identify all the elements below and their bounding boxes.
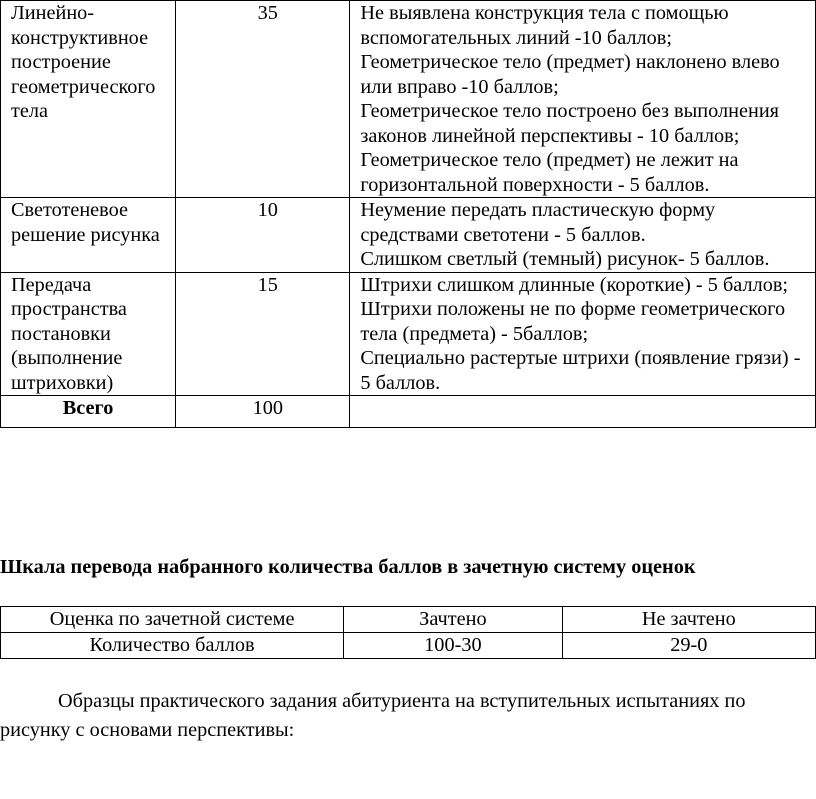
deduction-line: Геометрическое тело (предмет) не лежит на горизонтальной поверхности - 5 баллов. <box>360 149 739 196</box>
table-row <box>1 198 816 273</box>
value-cell: 29-0 <box>562 633 815 659</box>
deductions-cell <box>350 198 816 273</box>
header-cell: Не зачтено <box>562 607 815 633</box>
total-label: Всего <box>1 396 176 428</box>
deduction-line: Слишком светлый (темный) рисунок- 5 баллов. <box>360 248 770 270</box>
points-cell: 10 <box>176 198 350 273</box>
deductions-cell <box>350 272 816 396</box>
deductions-cell <box>350 1 816 198</box>
deduction-line: Неумение передать пластическую форму средствами светотени - 5 баллов. <box>360 199 716 246</box>
value-cell: 100-30 <box>344 633 562 659</box>
header-cell: Оценка по зачетной системе <box>1 607 344 633</box>
criterion-cell: Передача пространства постановки (выполнение штриховки) <box>1 272 176 396</box>
deduction-line: Геометрическое тело построено без выполнения законов линейной перспективы - 10 баллов; <box>360 100 780 147</box>
value-cell: Количество баллов <box>1 633 344 659</box>
points-cell: 15 <box>176 272 350 396</box>
deduction-line: Не выявлена конструкция тела с помощью вспомогательных линий -10 баллов; <box>360 2 729 49</box>
table-row <box>1 272 816 396</box>
deduction-line: Специально растертые штрихи (появление грязи) - 5 баллов. <box>360 347 801 394</box>
deduction-line: Геометрическое тело (предмет) наклонено влево или вправо -10 баллов; <box>360 51 780 98</box>
table-row <box>1 1 816 198</box>
samples-paragraph: Образцы практического задания абитуриента на вступительных испытаниях по рисунку с основами перспективы: <box>0 690 746 741</box>
grading-scale-table <box>0 606 816 659</box>
header-cell: Зачтено <box>344 607 562 633</box>
deduction-line: Штрихи слишком длинные (короткие) - 5 баллов; <box>360 273 789 296</box>
scale-title: Шкала перевода набранного количества баллов в зачетную систему оценок <box>0 556 696 578</box>
criterion-cell: Светотеневое решение рисунка <box>1 198 176 273</box>
criterion-cell: Линейно-конструктивное построение геометрического тела <box>1 1 176 198</box>
points-cell: 35 <box>176 1 350 198</box>
total-points: 100 <box>176 396 350 428</box>
empty-cell <box>350 396 816 428</box>
total-row <box>1 396 816 428</box>
table-row <box>1 633 816 659</box>
deduction-line: Штрихи положены не по форме геометрического тела (предмета) - 5баллов; <box>360 298 786 345</box>
table-row <box>1 607 816 633</box>
